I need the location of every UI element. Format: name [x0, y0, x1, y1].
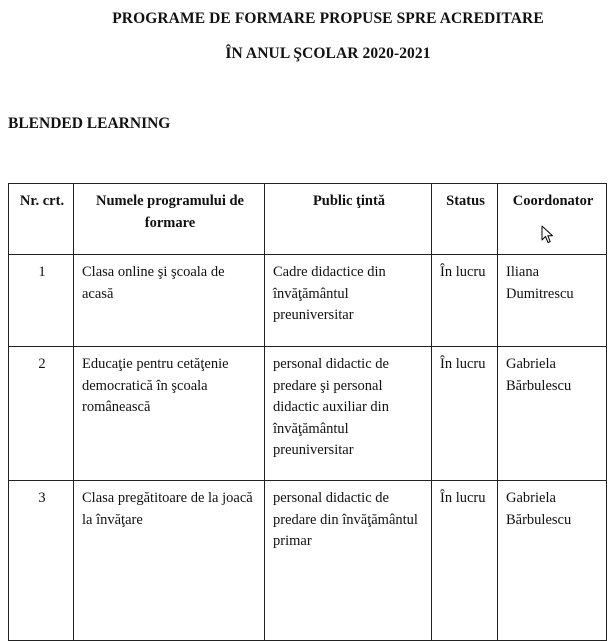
target-audience: Cadre didactice din învăţământul preuniversitar [265, 255, 432, 347]
status-cell: În lucru [432, 481, 498, 641]
row-number: 2 [9, 347, 74, 481]
header-coordinator: Coordonator [498, 184, 607, 255]
row-number: 1 [9, 255, 74, 347]
table-row [9, 347, 607, 481]
status-cell: În lucru [432, 347, 498, 481]
status-cell: În lucru [432, 255, 498, 347]
header-status: Status [432, 184, 498, 255]
coordinator-name: Gabriela Bărbulescu [498, 481, 607, 641]
programs-table [8, 183, 607, 641]
target-audience: personal didactic de predare din învăţământul primar [265, 481, 432, 641]
coordinator-name: Iliana Dumitrescu [498, 255, 607, 347]
program-name: Clasa online şi şcoala de acasă [74, 255, 265, 347]
program-name: Educaţie pentru cetăţenie democratică în şcoala românească [74, 347, 265, 481]
program-name: Clasa pregătitoare de la joacă la învăţare [74, 481, 265, 641]
table-row [9, 481, 607, 641]
row-number: 3 [9, 481, 74, 641]
document-title: PROGRAME DE FORMARE PROPUSE SPRE ACREDITARE [112, 10, 544, 27]
coordinator-name: Gabriela Bărbulescu [498, 347, 607, 481]
header-nr: Nr. crt. [9, 184, 74, 255]
mouse-pointer-icon [541, 225, 555, 245]
target-audience: personal didactic de predare şi personal didactic auxiliar din învăţământul preuniversitar [265, 347, 432, 481]
table-row [9, 255, 607, 347]
header-target-audience: Public ţintă [265, 184, 432, 255]
section-heading: BLENDED LEARNING [8, 115, 171, 132]
table-header-row [9, 184, 607, 255]
header-program-name: Numele programului de formare [74, 184, 265, 255]
document-subtitle: ÎN ANUL ŞCOLAR 2020-2021 [225, 45, 431, 62]
